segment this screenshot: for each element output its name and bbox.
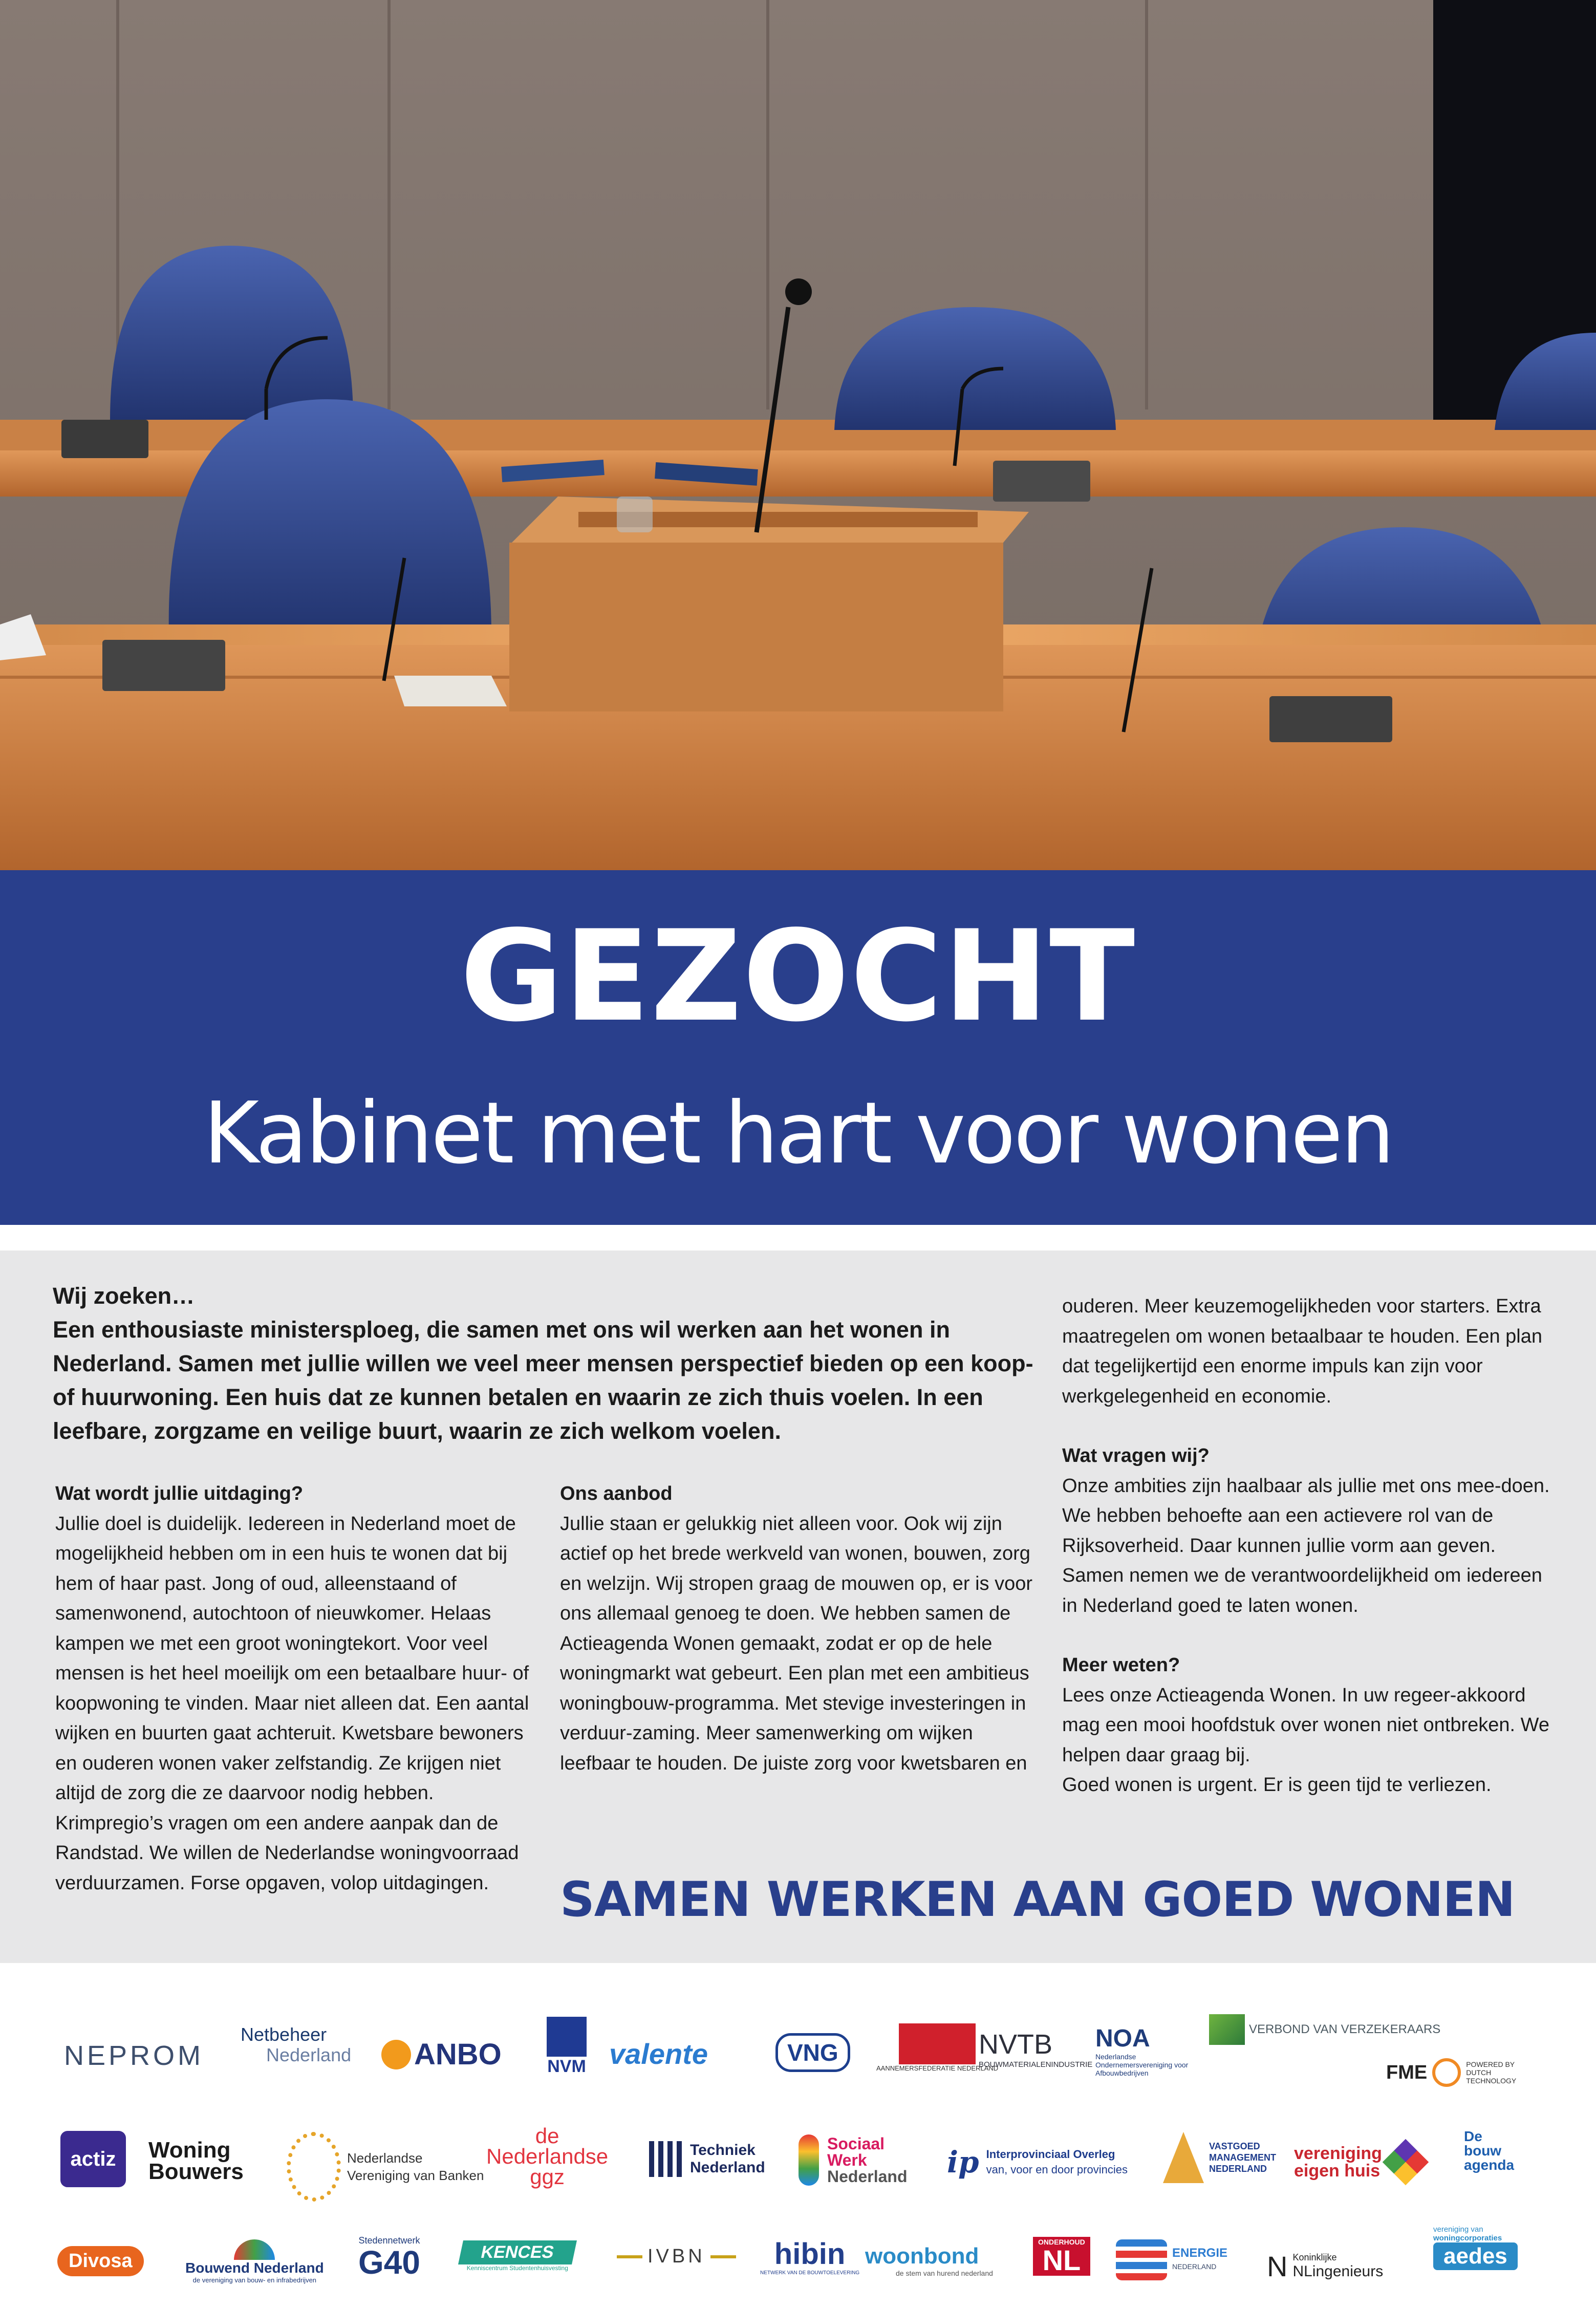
anf-icon <box>899 2023 976 2064</box>
energie-text-group <box>1172 2247 1227 2273</box>
logo-woningbouwers <box>148 2140 244 2183</box>
logo-nvb <box>287 2132 484 2202</box>
nli-icon: N <box>1267 2250 1288 2282</box>
logo-bouwend-nederland <box>185 2239 324 2284</box>
bouwend-icon <box>234 2239 275 2260</box>
ggz-line1: de <box>535 2124 559 2148</box>
logo-energie-nederland <box>1116 2239 1227 2280</box>
logo-techniek-nederland <box>649 2141 765 2177</box>
logo-ivbn <box>617 2246 736 2268</box>
headline-subtitle: Kabinet met hart voor wonen <box>203 1084 1393 1183</box>
onderhoud-line2: NL <box>1042 2244 1081 2276</box>
logo-nederlandse-ggz <box>486 2126 608 2187</box>
logo-vastgoed-management <box>1163 2132 1276 2183</box>
veh-icon <box>1383 2139 1429 2186</box>
nvtb-sub: BOUWMATERIALENINDUSTRIE <box>979 2060 1093 2069</box>
nli-line1: Koninklijke <box>1292 2252 1337 2262</box>
logo-woonbond <box>865 2244 993 2277</box>
energie-icon <box>1116 2239 1167 2280</box>
ipo-icon: ip <box>947 2145 979 2180</box>
techniek-line1: Techniek <box>690 2142 756 2159</box>
nli-text-group <box>1292 2252 1383 2280</box>
netbeheer-line2: Nederland <box>266 2044 352 2065</box>
logo-nvtb <box>979 2029 1092 2069</box>
logo-onderhoud-nl <box>1033 2237 1090 2276</box>
techniek-icon <box>649 2141 685 2177</box>
logo-divosa <box>57 2246 144 2276</box>
body-text-area <box>0 1250 1596 1963</box>
intro-heading: Wij zoeken… <box>53 1283 195 1309</box>
closing-text: Goed wonen is urgent. Er is geen tijd te verliezen. <box>1062 1774 1492 1796</box>
anbo-text: ANBO <box>414 2038 502 2071</box>
energie-line2: NEDERLAND <box>1172 2262 1217 2271</box>
bouwend-line1: Bouwend Nederland <box>185 2260 324 2276</box>
vgm-text-group <box>1209 2141 1276 2174</box>
nvb-line2: Vereniging van Banken <box>347 2168 484 2183</box>
more-info-heading: Meer weten? <box>1062 1654 1180 1676</box>
partner-logos <box>0 1963 1596 2308</box>
actiz-text: actiz <box>70 2147 116 2170</box>
veh-text-group <box>1294 2145 1382 2180</box>
logo-hibin <box>760 2238 859 2276</box>
woonbond-text: woonbond <box>865 2244 979 2269</box>
column-offer <box>560 1479 1036 1778</box>
onderhoud-line1: ONDERHOUD <box>1038 2238 1085 2246</box>
parliament-chairs-illustration <box>0 0 1596 870</box>
fme-icon <box>1432 2058 1461 2087</box>
logo-vng <box>775 2033 850 2072</box>
headline-banner <box>0 870 1596 1225</box>
logo-verbond-verzekeraars <box>1209 2014 1440 2045</box>
logo-sociaal-werk <box>799 2134 907 2186</box>
logo-bouwagenda <box>1464 2129 1514 2172</box>
energie-line1: ENERGIE <box>1172 2246 1228 2260</box>
valente-text: valente <box>609 2038 708 2070</box>
divosa-text: Divosa <box>69 2250 133 2272</box>
logo-g40 <box>358 2235 420 2279</box>
challenge-text: Jullie doel is duidelijk. Iedereen in Nederland moet de mogelijkheid hebben om in een huis te wonen dat bij hem of haar past. Jong of oud, alleenstaand of samenwonend, autochtoon of nieuwkomer. Helaas kampen we met een groot woningtekort. Voor veel mensen is het heel moeilijk om een betaalbare huur- of koopwoning te vinden. Maar niet alleen dat. Een aantal wijken en buurten gaat achteruit. Kwetsbare bewoners en ouderen wonen vaker zelfstandig. Ze krijgen niet altijd de zorg die ze daarvoor nodig hebben. Krimpregio’s vragen om een andere aanpak dan de Randstad. We willen de Nederlandse woningvoorraad verduurzamen. Forse opgaven, volop uitdagingen. <box>55 1513 529 1894</box>
anf-text: AANNEMERSFEDERATIE NEDERLAND <box>876 2064 999 2072</box>
column-requests <box>1062 1291 1554 1800</box>
aedes-line3: aedes <box>1433 2242 1518 2270</box>
sociaal-line2: Werk <box>827 2151 867 2169</box>
challenge-heading: Wat wordt jullie uitdaging? <box>55 1483 304 1504</box>
logo-neprom <box>64 2040 204 2072</box>
bouwend-line2: de vereniging van bouw- en infrabedrijven <box>192 2276 317 2284</box>
bouwagenda-line3: agenda <box>1464 2157 1515 2173</box>
offer-text-continued: ouderen. Meer keuzemogelijkheden voor starters. Extra maatregelen om wonen betaalbaar te houden. Een plan dat tegelijkertijd een enorme impuls kan zijn voor werkgelegenheid en economie. <box>1062 1296 1543 1407</box>
intro-block <box>53 1279 1056 1448</box>
noa-sub: Nederlandse Ondernemersvereniging voor Afbouwbedrijven <box>1095 2053 1189 2077</box>
aedes-line1: vereniging van <box>1433 2225 1483 2234</box>
anbo-icon <box>381 2040 411 2069</box>
bouwagenda-line1: De <box>1464 2128 1482 2144</box>
nvb-line1: Nederlandse <box>347 2150 423 2166</box>
vgm-line3: NEDERLAND <box>1209 2164 1267 2174</box>
logo-valente <box>609 2037 708 2070</box>
logo-anbo <box>381 2037 502 2072</box>
logo-kences <box>461 2240 574 2272</box>
netbeheer-line1: Netbeheer <box>241 2024 327 2045</box>
offer-heading: Ons aanbod <box>560 1483 673 1504</box>
sociaal-icon <box>799 2134 819 2186</box>
neprom-text: NEPROM <box>64 2040 204 2071</box>
vvz-text: VERBOND VAN VERZEKERAARS <box>1249 2022 1441 2036</box>
ipo-line1: Interprovinciaal Overleg <box>986 2148 1115 2161</box>
ggz-line3: ggz <box>530 2165 565 2189</box>
logo-fme <box>1386 2058 1533 2087</box>
sociaal-line1: Sociaal <box>827 2134 885 2153</box>
sociaal-line3: Nederland <box>827 2167 908 2186</box>
logo-nvm <box>547 2017 587 2077</box>
logo-aedes <box>1433 2225 1518 2270</box>
nli-line2: NLingenieurs <box>1292 2263 1384 2280</box>
techniek-text-group <box>690 2142 765 2176</box>
intro-text: Een enthousiaste ministersploeg, die samen met ons wil werken aan het wonen in Nederland. Samen met jullie willen we veel meer mensen perspectief bieden op een koop- of huurwoning. Een huis dat ze kunnen betalen en waarin ze zich thuis voelen. In een leefbare, zorgzame en veilige buurt, waarin ze zich welkom voelen. <box>53 1317 1033 1444</box>
logo-vereniging-eigen-huis <box>1294 2145 1422 2180</box>
headline-title: GEZOCHT <box>460 903 1136 1049</box>
techniek-line2: Nederland <box>690 2159 765 2176</box>
bouwagenda-line2: bouw <box>1464 2143 1502 2159</box>
slogan: SAMEN WERKEN AAN GOED WONEN <box>560 1872 1515 1928</box>
vgm-line2: MANAGEMENT <box>1209 2152 1276 2163</box>
veh-line2: eigen huis <box>1294 2161 1381 2181</box>
woning-line2: Bouwers <box>148 2159 244 2184</box>
requests-heading: Wat vragen wij? <box>1062 1445 1210 1466</box>
noa-text: NOA <box>1095 2025 1150 2052</box>
logo-netbeheer <box>241 2024 351 2065</box>
veh-line1: vereniging <box>1294 2144 1382 2163</box>
requests-text: Onze ambities zijn haalbaar als jullie met ons mee-doen. We hebben behoefte aan een actievere rol van de Rijksoverheid. Daar kunnen jullie vorm aan geven. Samen nemen we de verantwoordelijkheid om iedereen in Nederland goed te laten wonen. <box>1062 1475 1550 1616</box>
offer-text: Jullie staan er gelukkig niet alleen voor. Ook wij zijn actief op het brede werkveld van wonen, bouwen, zorg en welzijn. Wij stropen graag de mouwen op, er is voor ons allemaal genoeg te doen. We hebben samen de Actieagenda Wonen gemaakt, zodat er op de hele woningmarkt wat gebeurt. Een plan met een ambitieus woningbouw-programma. Met stevige investeringen in verduur-zaming. Meer samenwerking om wijken leefbaar te houden. De juiste zorg voor kwetsbaren en <box>560 1513 1033 1774</box>
nvm-text: NVM <box>547 2057 586 2076</box>
woonbond-sub: de stem van hurend nederland <box>896 2269 993 2277</box>
fme-text: FME <box>1386 2061 1428 2083</box>
nvb-icon <box>287 2132 341 2202</box>
kences-text: KENCES <box>458 2240 577 2264</box>
ipo-line2: van, voor en door provincies <box>986 2163 1128 2176</box>
vng-text: VNG <box>787 2039 838 2066</box>
parliament-photo <box>0 0 1596 870</box>
vgm-line1: VASTGOED <box>1209 2141 1260 2151</box>
logo-nlingenieurs <box>1267 2250 1383 2283</box>
fme-sub: POWERED BY DUTCH TECHNOLOGY <box>1466 2060 1517 2085</box>
nvtb-text: NVTB <box>979 2029 1053 2060</box>
woning-line1: Woning <box>148 2138 231 2163</box>
more-info-text: Lees onze Actieagenda Wonen. In uw regeer-akkoord mag een mooi hoofdstuk over wonen niet ontbreken. We helpen daar graag bij. <box>1062 1684 1549 1766</box>
logo-ipo <box>947 2145 1128 2180</box>
vgm-icon <box>1163 2132 1204 2183</box>
kences-sub: Kenniscentrum Studentenhuisvesting <box>466 2264 568 2272</box>
ivbn-left-icon <box>617 2255 642 2258</box>
aedes-line2: woningcorporaties <box>1433 2234 1502 2242</box>
sociaal-text-group <box>827 2136 907 2185</box>
nvm-house-icon <box>547 2017 587 2057</box>
g40-line2: G40 <box>358 2244 420 2281</box>
g40-line1: Stedennetwerk <box>358 2235 420 2246</box>
ivbn-text: IVBN <box>648 2246 705 2267</box>
logo-actiz <box>60 2131 126 2187</box>
ipo-text-group <box>986 2147 1128 2177</box>
column-challenge <box>55 1479 531 1898</box>
nvb-text-group <box>347 2149 484 2184</box>
vvz-icon <box>1209 2014 1245 2045</box>
hibin-text: hibin <box>774 2237 846 2271</box>
ggz-line2: Nederlandse <box>486 2144 609 2168</box>
hibin-sub: NETWERK VAN DE BOUWTOELEVERING <box>760 2270 860 2276</box>
ivbn-right-icon <box>710 2255 736 2258</box>
